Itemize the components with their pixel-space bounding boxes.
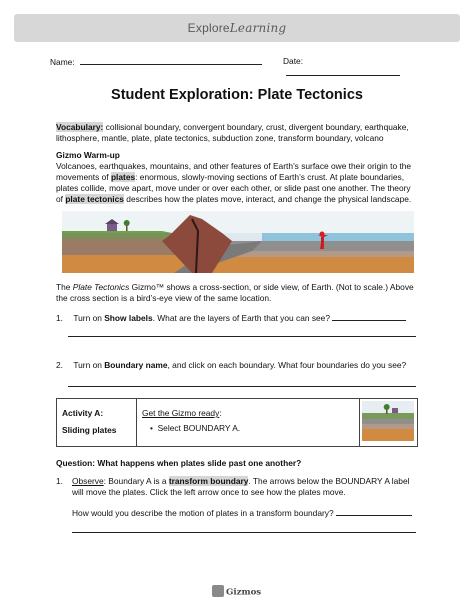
warmup-text-3: describes how the plates move, interact, and change the physical landscape. [123,193,412,204]
vocabulary-text: collisional boundary, convergent boundary, crust, divergent boundary, earthquake, lithosphere, mantle, plate, plate tectonics, subduction zone, transform boundary, volcano [56,122,409,143]
page-title: Student Exploration: Plate Tectonics [111,87,363,103]
vocabulary-paragraph [56,122,418,144]
plates-term: plates [110,171,136,182]
vocabulary-label: Vocabulary: [56,122,104,132]
activity-thumbnail-cell [360,399,418,447]
observe-term: Observe [72,476,104,486]
intro-text-b: Gizmo™ shows a cross-section, or side view, of Earth. (Not to scale.) Above the cross section is a bird’s-eye view of the same location. [56,282,414,303]
date-field[interactable] [286,67,400,76]
gizmo-name: Plate Tectonics [72,282,130,292]
cross-section-image [62,211,414,273]
plate-tectonics-term: plate tectonics [65,193,124,204]
question-2 [56,360,418,371]
question-1-number: 1. [56,313,63,323]
motion-answer-line[interactable] [72,532,416,533]
name-field[interactable] [80,56,262,65]
warmup-text-2: : enormous, slowly-moving sections of Earth’s crust. At plate boundaries, plates collide, move apart, move under or over each other, or slide past one another. The theory of [56,171,411,204]
warmup-section [56,150,418,205]
warmup-heading: Gizmo Warm-up [56,150,120,160]
date-label: Date: [283,56,304,66]
header-bar [14,14,460,42]
observe-number: 1. [56,476,63,486]
motion-answer-field[interactable] [336,507,412,516]
name-label: Name: [50,57,75,67]
transform-boundary-term: transform boundary [168,476,249,486]
observe-text-1: : Boundary A is a [103,476,169,486]
question-1 [56,312,418,324]
footer-logo [212,586,261,598]
intro-text-a: The [56,282,73,292]
question-1-text-b: . What are the layers of Earth that you can see? [152,313,333,323]
show-labels-term: Show labels [104,313,153,323]
activity-thumbnail [362,401,414,441]
motion-question-text: How would you describe the motion of plates in a transform boundary? [72,507,336,518]
intro-paragraph [56,282,418,304]
activity-box [56,398,418,447]
brand-logo: ExploreLearning [187,21,287,35]
question-1-text-a: Turn on [73,313,105,323]
activity-label: Activity A: [62,408,104,418]
activity-label-cell [57,399,137,447]
question-2-text-b: , and click on each boundary. What four boundaries do you see? [167,360,407,370]
name-date-row [50,56,422,68]
gizmos-logo-icon [212,585,224,597]
layers-answer-field[interactable] [332,312,406,321]
motion-question [56,507,418,519]
question-1-answer-line[interactable] [68,336,416,337]
bullet-item: • Select BOUNDARY A. [150,422,241,433]
footer-logo-text: Gizmos [226,587,262,598]
question-2-answer-line[interactable] [68,386,416,387]
question-2-text-a: Turn on [73,360,105,370]
activity-name: Sliding plates [62,424,117,435]
gizmo-ready-cell: Get the Gizmo ready: • Select BOUNDARY A. [137,399,360,447]
gizmo-ready-heading: Get the Gizmo ready [142,408,220,418]
boundary-name-term: Boundary name [104,360,168,370]
warmup-text-1: Volcanoes, earthquakes, mountains, and other features of Earth’s surface owe their origin to the movements of [56,160,412,182]
observe-text-2: . The arrows below the BOUNDARY A label will move the plates. Click the left arrow once to see how the plates move. [72,476,410,497]
select-boundary-a-step: Select BOUNDARY A. [157,422,241,433]
question-2-number: 2. [56,360,63,370]
observe-question [56,476,418,519]
question-a-heading: Question: What happens when plates slide past one another? [56,458,302,468]
